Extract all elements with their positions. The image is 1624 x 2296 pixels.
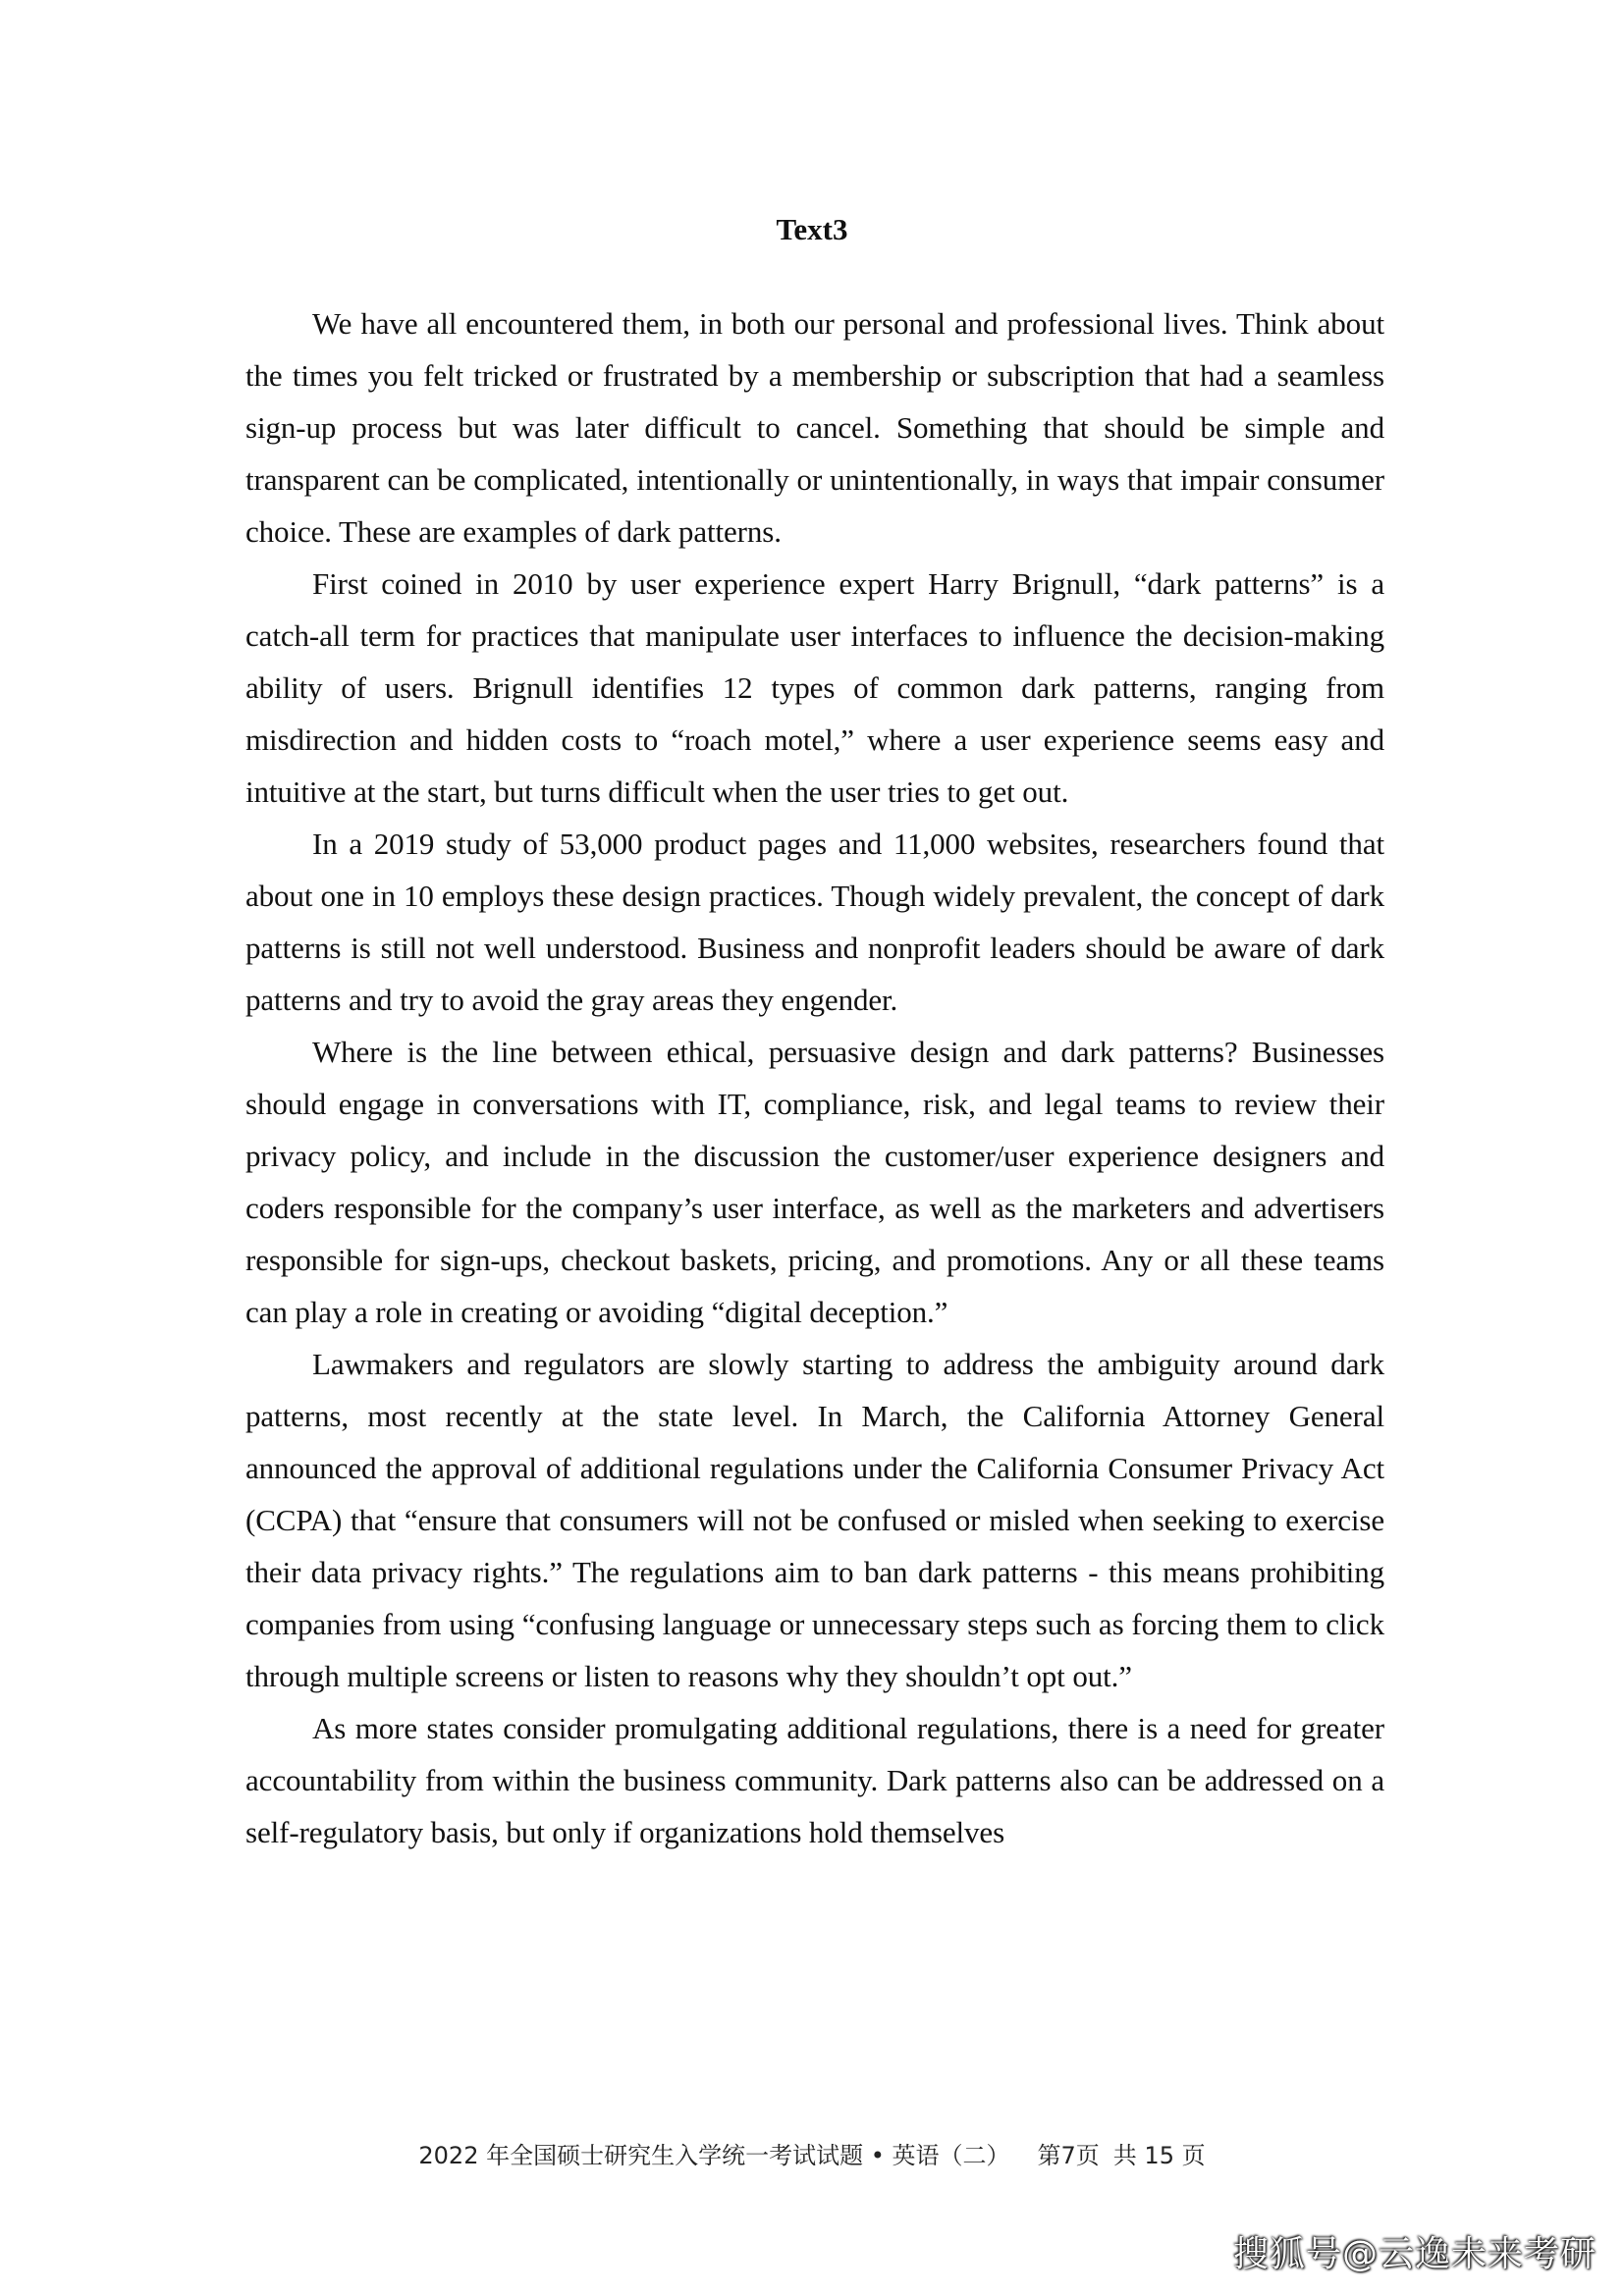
exam-title: 2022 年全国硕士研究生入学统一考试试题 • 英语（二） [418,2142,1010,2169]
watermark: 搜狐号@云逸未来考研 [1232,2234,1597,2274]
page-footer [0,2140,1624,2171]
paragraph-6: As more states consider promulgating additional regulations, there is a need for greater accountability from within the business community. Dark patterns also can be addressed on a self-regulatory basis, but only if organizations hold themselves [245,1711,1384,1849]
paragraph-2: First coined in 2010 by user experience expert Harry Brignull, “dark patterns” is a catch-all term for practices that manipulate user interfaces to influence the decision-making ability of users. Brignull identifies 12 types of common dark patterns, ranging from misdirection and hidden costs to “roach motel,” where a user experience seems easy and intuitive at the start, but turns difficult when the user tries to get out. [245,566,1384,809]
paragraph-3: In a 2019 study of 53,000 product pages and 11,000 websites, researchers found that about one in 10 employs these design practices. Though widely prevalent, the concept of dark patterns is still not well understood. Business and nonprofit leaders should be aware of dark patterns and try to avoid the gray areas they engender. [245,827,1384,1017]
page-total: 共 15 页 [1112,2142,1206,2169]
paragraph-1: We have all encountered them, in both our personal and professional lives. Think about the times you felt tricked or frustrated by a membership or subscription that had a seamless sign-up process but was later difficult to cancel. Something that should be simple and transparent can be complicated, intentionally or unintentionally, in ways that impair consumer choice. These are examples of dark patterns. [245,306,1384,549]
paragraph-5: Lawmakers and regulators are slowly starting to address the ambiguity around dark patterns, most recently at the state level. In March, the California Attorney General announced the approval of additional regulations under the California Consumer Privacy Act (CCPA) that “ensure that consumers will not be confused or misled when seeking to exercise their data privacy rights.” The regulations aim to ban dark patterns - this means prohibiting companies from using “confusing language or unnecessary steps such as forcing them to click through multiple screens or listen to reasons why they shouldn’t opt out.” [245,1347,1384,1693]
passage-title: Text3 [776,212,848,246]
page-number: 第7页 [1037,2142,1100,2169]
paragraph-4: Where is the line between ethical, persuasive design and dark patterns? Businesses should engage in conversations with IT, compliance, risk, and legal teams to review their privacy policy, and include in the discussion the customer/user experience designers and coders responsible for the company’s user interface, as well as the marketers and advertisers responsible for sign-ups, checkout baskets, pricing, and promotions. Any or all these teams can play a role in creating or avoiding “digital deception.” [245,1035,1384,1329]
passage-body [245,297,1384,1858]
